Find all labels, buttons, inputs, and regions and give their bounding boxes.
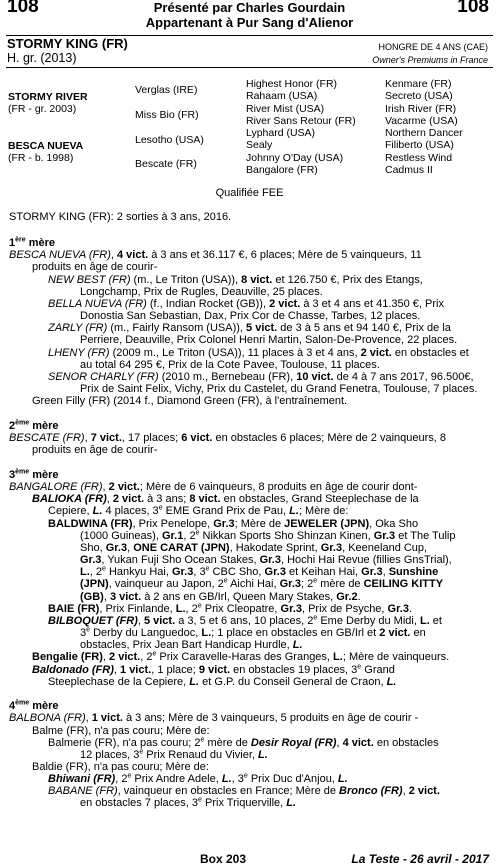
offspring-entry: (1000 Guineas), Gr.1, 2e Nikkan Sports Sho Shinzan Kinen, Gr.3 et The Tulip: [80, 529, 456, 542]
fourth-dam-text: BALBONA (FR), 1 vict. à 3 ans; Mère de 3 vainqueurs, 5 produits en âge de courir -: [9, 712, 419, 724]
offspring-entry: BAIE (FR), Prix Finlande, L., 2e Prix Cleopatre, Gr.3, Prix de Psyche, Gr.3.: [48, 602, 413, 615]
second-dam-text: BESCATE (FR), 7 vict., 17 places; 6 vict. en obstacles 6 places; Mère de 2 vainqueurs, 8: [9, 432, 446, 444]
footer-sale: La Teste - 26 avril - 2017: [351, 851, 489, 866]
section-third-dam: 3ème mère: [9, 468, 59, 481]
offspring-entry: 12 places, 3e Prix Renaud du Vivier, L.: [80, 748, 268, 761]
offspring-entry: 3e Derby du Languedoc, L.; 1 place en obstacles en GB/Irl et 2 vict. en: [80, 626, 426, 639]
offspring-entry: Baldie (FR), n'a pas couru; Mère de:: [32, 761, 209, 773]
offspring-entry: SENOR CHARLY (FR) (2010 m., Bernebeau (FR), 10 vict. de 4 à 7 ans 2017, 96.500€,: [48, 371, 474, 383]
offspring-entry: Bhiwani (FR), 2e Prix Andre Adele, L., 3e Prix Duc d'Anjou, L.: [48, 772, 348, 785]
pedigree-g2: Lesotho (USA): [135, 134, 204, 146]
third-dam-text: BANGALORE (FR), 2 vict.; Mère de 6 vainqueurs, 8 produits en âge de courir dont-: [9, 481, 418, 493]
offspring-entry: NEW BEST (FR) (m., Le Triton (USA)), 8 vict. et 126.750 €, Prix des Etangs,: [48, 274, 423, 286]
pedigree-g3: River Mist (USA): [246, 103, 325, 115]
sire-name: STORMY RIVER: [8, 91, 88, 103]
pedigree-top-rule: [6, 67, 493, 68]
lot-number-right: 108: [457, 0, 489, 17]
owner-premiums: Owner's Premiums in France: [372, 55, 488, 65]
pedigree-g4: Irish River (FR): [385, 103, 457, 115]
horse-name: STORMY KING (FR): [7, 36, 128, 51]
offspring-entry: BABANE (FR), vainqueur en obstacles en France; Mère de Bronco (FR), 2 vict.: [48, 785, 440, 797]
pedigree-g4: Secreto (USA): [385, 90, 453, 102]
offspring-entry: BELLA NUEVA (FR) (f., Indian Rocket (GB)), 2 vict. à 3 et 4 ans et 41.350 €, Prix: [48, 298, 444, 310]
offspring-entry: ZARLY (FR) (m., Fairly Ransom (USA)), 5 vict. de 3 à 5 ans et 94 140 €, Prix de la: [48, 322, 451, 334]
pedigree-g3: Rahaam (USA): [246, 90, 318, 102]
pedigree-g2: Miss Bio (FR): [135, 109, 199, 121]
offspring-entry: Green Filly (FR) (2014 f., Diamond Green (FR), à l'entraînement.: [32, 395, 348, 407]
pedigree-g4: Restless Wind: [385, 152, 453, 164]
pedigree-g2: Bescate (FR): [135, 158, 197, 170]
pedigree-g4: Kenmare (FR): [385, 78, 452, 90]
lot-number-left: 108: [7, 0, 39, 17]
pedigree-g3: River Sans Retour (FR): [246, 115, 356, 127]
section-first-dam: 1ère mère: [9, 236, 55, 249]
pedigree-g4: Cadmus II: [385, 164, 433, 176]
pedigree-g3: Highest Honor (FR): [246, 78, 338, 90]
offspring-entry: BILBOQUET (FR), 5 vict. a 3, 5 et 6 ans, 10 places, 2e Eme Derby du Midi, L. et: [48, 614, 442, 627]
offspring-entry: Prix de Saint Felix, Vichy, Prix du Castelet, du Grand Fenetra, Toulouse, 7 places.: [80, 383, 478, 395]
footer-box: Box 203: [200, 851, 247, 866]
offspring-entry: (JPN), vainqueur au Japon, 2e Aichi Hai, Gr.3; 2e mère de CEILING KITTY: [80, 577, 444, 590]
offspring-entry: en obstacles 7 places, 3e Prix Triquerville, L.: [80, 796, 297, 809]
sire-info: (FR - gr. 2003): [8, 103, 77, 115]
belongs-to: Appartenant à Pur Sang d'Alienor: [145, 15, 354, 30]
horse-category: HONGRE DE 4 ANS (CAE): [378, 42, 488, 52]
section-fourth-dam: 4ème mère: [9, 699, 59, 712]
offspring-entry: (GB), 3 vict. à 2 ans en GB/Irl, Queen Mary Stakes, Gr.2.: [80, 591, 361, 603]
pedigree-g4: Vacarme (USA): [385, 115, 458, 127]
offspring-entry: BALDWINA (FR), Prix Penelope, Gr.3; Mère de JEWELER (JPN), Oka Sho: [48, 518, 419, 530]
second-dam-text: produits en âge de courir-: [32, 444, 158, 456]
offspring-entry: Gr.3, Yukan Fuji Sho Ocean Stakes, Gr.3, Hochi Hai Revue (fillies GnsTrial),: [80, 554, 452, 566]
offspring-entry: L., 2e Hankyu Hai, Gr.3, 3e CBC Sho, Gr.3 et Keihan Hai, Gr.3, Sunshine: [80, 565, 439, 578]
horse-color-year: H. gr. (2013): [7, 51, 77, 65]
section-second-dam: 2ème mère: [9, 419, 59, 432]
first-dam-text: produits en âge de courir-: [32, 261, 158, 273]
offspring-entry: Bengalie (FR), 2 vict., 2e Prix Caravelle-Haras des Granges, L.; Mère de vainqueurs.: [32, 650, 450, 663]
offspring-entry: Perriere, Deauville, Prix Colonel Henri Martin, Salon-De-Provence, 22 places.: [80, 334, 458, 346]
offspring-entry: BALIOKA (FR), 2 vict. à 3 ans; 8 vict. en obstacles, Grand Steeplechase de la: [32, 493, 419, 505]
dam-info: (FR - b. 1998): [8, 152, 74, 164]
offspring-entry: Longchamp, Prix de Rugles, Deauville, 25 places.: [80, 286, 323, 298]
pedigree-g3: Sealy: [246, 139, 273, 151]
offspring-entry: LHENY (FR) (2009 m., Le Triton (USA)), 11 places à 3 et 4 ans, 2 vict. en obstacles et: [48, 347, 469, 359]
pedigree-g4: Northern Dancer: [385, 127, 463, 139]
pedigree-g2: Verglas (IRE): [135, 84, 198, 96]
pedigree-g4: Filiberto (USA): [385, 139, 454, 151]
offspring-entry: Balme (FR), n'a pas couru; Mère de:: [32, 725, 210, 737]
offspring-entry: Donostia San Sebastian, Dax, Prix Cor de Chasse, Tarbes, 12 places.: [80, 310, 421, 322]
first-dam-text: BESCA NUEVA (FR), 4 vict. à 3 ans et 36.117 €, 6 places; Mère de 5 vainqueurs, 11: [9, 249, 422, 261]
offspring-entry: Baldonado (FR), 1 vict., 1 place; 9 vict. en obstacles 19 places, 3e Grand: [32, 663, 395, 676]
pedigree-g3: Bangalore (FR): [246, 164, 318, 176]
pedigree-g3: Johnny O'Day (USA): [246, 152, 344, 164]
race-summary: STORMY KING (FR): 2 sorties à 3 ans, 2016.: [9, 211, 232, 223]
offspring-entry: Balmerie (FR), n'a pas couru; 2e mère de Desir Royal (FR), 4 vict. en obstacles: [48, 736, 439, 749]
offspring-entry: Steeplechase de la Cepiere, L. et G.P. du Conseil General de Craon, L.: [48, 676, 397, 688]
presented-by: Présenté par Charles Gourdain: [153, 0, 346, 15]
dam-name: BESCA NUEVA: [8, 140, 84, 152]
offspring-entry: Cepiere, L. 4 places, 3e EME Grand Prix de Pau, L.; Mère de:: [48, 504, 349, 517]
offspring-entry: obstacles, Prix Jean Bart Handicap Hurdle, L.: [80, 639, 303, 651]
offspring-entry: Sho, Gr.3, ONE CARAT (JPN), Hakodate Sprint, Gr.3, Keeneland Cup,: [80, 542, 428, 554]
offspring-entry: au total 64 295 €, Prix de la Cote Pavee, Toulouse, 11 places.: [80, 359, 380, 371]
pedigree-g3: Lyphard (USA): [246, 127, 316, 139]
header-presenter: [0, 0, 499, 30]
qualification: Qualifiée FEE: [215, 187, 284, 199]
